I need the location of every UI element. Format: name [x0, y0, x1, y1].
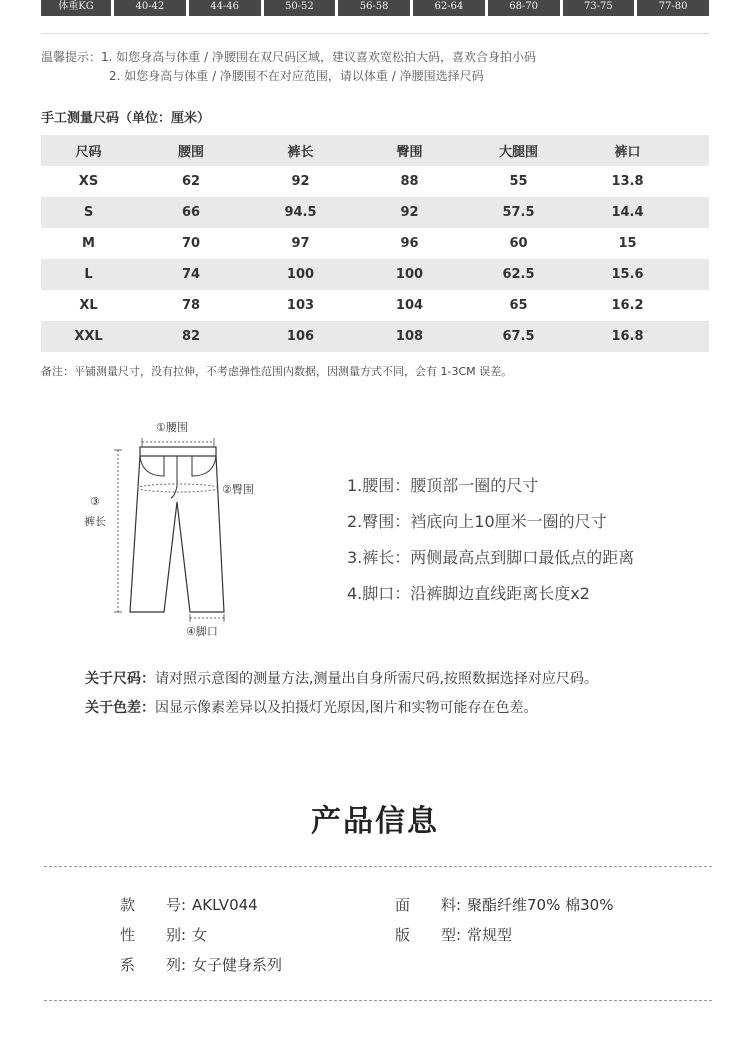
tips-label: 温馨提示： [41, 50, 102, 64]
tips-line-1: 1. 如您身高与体重 / 净腰围在双尺码区域，建议喜欢宽松拍大码，喜欢合身拍小码 [101, 50, 536, 64]
info-series-value: 女子健身系列 [192, 956, 283, 974]
dashed-divider [44, 866, 712, 867]
table-cell: 55 [509, 174, 528, 189]
label-length-number: ③ [90, 495, 100, 508]
pants-icon [78, 414, 278, 644]
table-cell: 96 [400, 236, 419, 251]
table-cell: 62 [181, 174, 201, 189]
weight-cell: 73-75 [563, 0, 635, 16]
weight-cell: 40-42 [114, 0, 186, 16]
table-cell: 60 [509, 236, 528, 251]
table-cell: 103 [286, 298, 315, 313]
weight-cell: 77-80 [637, 0, 709, 16]
weight-strip [41, 0, 709, 17]
weight-cell: 44-46 [189, 0, 261, 16]
info-fit: 版 型: 常规型 [395, 926, 513, 944]
table-row [41, 197, 709, 228]
info-style-value: AKLV044 [192, 896, 258, 914]
table-cell: 97 [291, 236, 310, 251]
table-cell: 108 [395, 329, 424, 344]
table-header-row [41, 135, 709, 166]
weight-cell: 68-70 [488, 0, 560, 16]
weight-cell: 50-52 [264, 0, 336, 16]
weight-cell: 56-58 [338, 0, 410, 16]
about-size-text: 请对照示意图的测量方法,测量出自身所需尺码,按照数据选择对应尺码。 [155, 671, 598, 687]
table-cell: 78 [181, 298, 201, 313]
label-waist: ①腰围 [156, 421, 188, 434]
table-row [41, 259, 709, 290]
table-cell: M [82, 236, 95, 251]
table-cell: 16.8 [611, 329, 644, 344]
about-section [85, 668, 598, 726]
info-fit-value: 常规型 [467, 926, 513, 944]
table-cell: 67.5 [502, 329, 535, 344]
weight-cell: 体重KG [41, 0, 111, 16]
table-cell: 92 [291, 174, 310, 189]
header-length: 裤长 [287, 145, 314, 160]
label-hem: ④脚口 [186, 625, 218, 638]
table-cell: 70 [181, 236, 201, 251]
table-row [41, 321, 709, 352]
table-cell: L [84, 267, 93, 282]
table-cell: 88 [400, 174, 419, 189]
measurement-note: 备注：平铺测量尺寸，没有拉伸，不考虑弹性范围内数据，因测量方式不同，会有 1-3CM 误差。 [41, 365, 513, 378]
table-cell: 100 [395, 267, 424, 282]
tips-line-2: 2. 如您身高与体重 / 净腰围不在对应范围，请以体重 / 净腰围选择尺码 [109, 69, 484, 83]
definition-item: 4.脚口：沿裤脚边直线距离长度x2 [347, 584, 590, 603]
table-row [41, 228, 709, 259]
table-cell: S [83, 205, 94, 220]
info-style: 款 号: AKLV044 [120, 896, 258, 914]
table-cell: 13.8 [611, 174, 644, 189]
size-table [41, 135, 709, 352]
table-cell: 92 [400, 205, 419, 220]
definition-item: 1.腰围：腰顶部一圈的尺寸 [347, 476, 539, 495]
table-cell: 15 [618, 236, 637, 251]
weight-cell: 62-64 [413, 0, 485, 16]
definition-item: 2.臀围：裆底向上10厘米一圈的尺寸 [347, 512, 607, 531]
table-cell: XL [79, 298, 98, 313]
table-cell: 66 [181, 205, 201, 220]
table-cell: 106 [286, 329, 315, 344]
table-cell: 14.4 [611, 205, 644, 220]
table-cell: 15.6 [611, 267, 644, 282]
about-color-text: 因显示像素差异以及拍摄灯光原因,图片和实物可能存在色差。 [155, 700, 538, 716]
pants-diagram [78, 414, 278, 644]
table-cell: 94.5 [284, 205, 317, 220]
about-color-label: 关于色差： [85, 700, 155, 716]
table-cell: 74 [181, 267, 201, 282]
table-cell: 62.5 [502, 267, 535, 282]
definition-item: 3.裤长：两侧最高点到脚口最低点的距离 [347, 548, 635, 567]
table-cell: XS [78, 174, 99, 189]
table-cell: 104 [395, 298, 424, 313]
info-gender-value: 女 [192, 926, 208, 944]
header-waist: 腰围 [177, 145, 204, 160]
table-row [41, 290, 709, 321]
info-series: 系 列: 女子健身系列 [120, 956, 283, 974]
tips [41, 48, 536, 86]
info-fabric: 面 料: 聚酯纤维70% 棉30% [395, 896, 614, 914]
table-cell: XXL [74, 329, 103, 344]
dashed-divider [44, 1000, 712, 1001]
table-cell: 16.2 [611, 298, 644, 313]
info-fabric-value: 聚酯纤维70% 棉30% [467, 896, 614, 914]
header-hip: 臀围 [396, 145, 423, 160]
label-hip: ②臀围 [222, 483, 254, 496]
table-cell: 82 [181, 329, 201, 344]
table-cell: 57.5 [502, 205, 535, 220]
info-gender: 性 别: 女 [120, 926, 208, 944]
measure-title: 手工测量尺码（单位：厘米） [41, 111, 211, 126]
header-thigh: 大腿围 [498, 145, 538, 160]
label-length: 裤长 [84, 515, 106, 528]
table-row [41, 166, 709, 197]
table-cell: 65 [509, 298, 528, 313]
header-hem: 裤口 [614, 145, 641, 160]
measurement-definitions [347, 474, 634, 618]
table-cell: 100 [286, 267, 315, 282]
header-size: 尺码 [75, 145, 102, 160]
product-info-title: 产品信息 [311, 804, 439, 839]
divider [41, 33, 709, 34]
about-size-label: 关于尺码： [85, 671, 155, 687]
